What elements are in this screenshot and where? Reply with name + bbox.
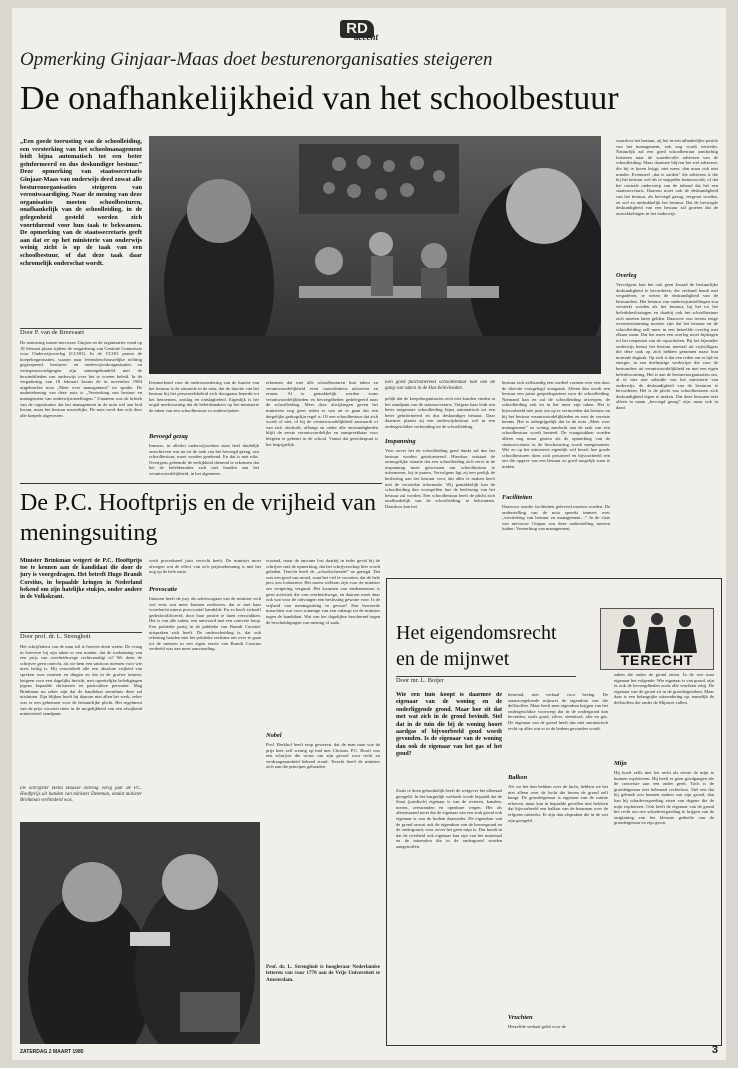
subhead-nobel: Nobel	[266, 732, 282, 739]
headline-3: Het eigendomsrecht en de mijnwet	[396, 622, 557, 670]
award-photo	[20, 822, 260, 1044]
article1-col5b: Daarvoor zonder faciliteiten geleverd moeten worden. De onderstelling van de nota spreekt immers over „versterking van bestuur en management…” In de visie van mevrouw Ginjaar zou deze onderstelling moeten luiden: Versterking van management,	[502, 504, 610, 532]
lead-2: Minister Brinkman weigert de P.C. Hooftprijs toe te kennen aan de kandidaat die door de jury is voorgedragen. Het betreft Hugo Brandt Corstius, in bepaalde kringen in Nederland bekend om zijn hatelijke stukjes, onder andere in de Volkskrant.	[20, 558, 142, 601]
article2-col3b: Prof. Berkhof heeft erop gewezen, dat de man naar wie de prijs heet zelf weinig op had met Christus. P.C. Hooft was een schrijver die trouw om zijn gevoel voor recht en verdraagzaamheid bekend stond. Terecht heeft de minister zich aan die principes gehouden.	[266, 742, 380, 770]
article3-col2: bestemd, niet verbaal voor beslag. De staatstoegekende mijnwet de eigendom van die delfstoffen. Maar heeft men eigendom krijgen van het ondergeschikte voorwerp dat in de ondergrond kan bevinden, zoals goud, zilver, steenkool, olie en gas. De eigenaar van de grond heeft dus niet automatisch recht op alles wat er in de bodem gevonden wordt.	[508, 692, 608, 731]
terecht-logo	[600, 608, 714, 670]
article1-col1: De aanvaring tussen mevrouw Ginjaar en de organisaties vond op 18 februari plaats tijdens de vergadering van Centrale Commissie voor Onderwijsoverleg (CCOO). In de CCOO praten de koepelorganisaties, waarin naar levensbeschouwelijke richting gegroepeerd, besturen- en onderwijsvakorganisaties en vertegenwoordigingen zijn samengebundeld met de bewindslieden van onderwijs over het te voeren beleid. In de vergadering van 18 februari kwam de in november 1984 uitgebrachte nota „Meer over management” ter sprake. De ondertekening van deze nota is „Versterking van bestuur en management van onderwijsinstellingen.” Unaniem was de kritiek van de organisaties dat het management in de nota wel aan bod kwam, maar het bestuur nauwelijks. De nota werd dan ook door alle koepels afgewezen.	[20, 340, 142, 418]
subhead-inspanning: Inspanning	[385, 438, 416, 445]
subhead-overleg: Overleg	[616, 272, 637, 279]
page-number: 3	[711, 1044, 718, 1056]
byline-1: Door P. van de Breevaart	[20, 328, 142, 339]
article1-col2: Kenmerkend voor de onderwaardering van de functie van het bestuur is de zinsnede in de nota, dat de functie van het bestuur bij het personeelsbeleid zich doorgaans beperkt tot het benoemen, ontslag en ontslagbeleid. Eigenlijk is het nogal merkwaardig dat de beleidsmakers op het ministerie de taken van een schoolbestuur zo onderschatten.	[149, 380, 259, 413]
article1-col5: bestuur zich zelfstandig een oordeel vormen over een door de directie voorgelegd vraagstuk. Alleen dan wordt een bestuur een juiste gesprekspartner voor de schoolleiding. Niemand kan en zal de schoolleiding afwerpen; de schoolleiding ook en in het meer zijn taken. Het is bijvoorbeeld niet juist om op te vermoeden dat bestuur nu bij het bestuur verantwoordelijkheden en met de vereiste kennis. Het is onbegrijpelijk dat in de nota „Meer over management” zo weinig aandacht aan de taak van een schoolbestuur wordt besteed. De vraagstukken worden alleen nog maar gezien als de opmerking van de staatssecretaris in de beschouwing wordt meegenomen. Wie zo op het ministerie eigenlijk wel beseft hoe goede schoolbesturen doen zich personeel en bijvoorbeeld een om die opgave van een bestuur zo goed mogelijk waar te maken.	[502, 380, 610, 469]
headline-2: De P.C. Hooftprijs en de vrijheid van meningsuiting	[20, 490, 376, 546]
subhead-faciliteiten: Faciliteiten	[502, 494, 533, 501]
subhead-vruchten: Vruchten	[508, 1014, 533, 1021]
article1-col6: waardoor het bestuur, zij het in een afhankelijke positie van het management, ook nog wordt versterkt. Natuurlijk zal een goed schoolbestuur aandachtig luisteren naar de waardevolle adviezen van de schoolleiding. Maar daarmee blijven het wel adviezen, die bij te horen krijgt, niet meer, dan maar ook niet minder. Eventueel „dat te aarden” die adviezen is die bij het bestuur wel als te stappelen beantwoordt, of dat het centrale onderwerp van de inhoud dat het een staatssecretaris. Daarom moet ook de deskundigheid van het bestuur, als bevoegd gezag, vergroot worden, en wel zo uitdrukkelijk het bestuur. Dat de bevoegde deskundigheid van een bestuur zal groeien dat de ontwikkelingen in het onderwijs.	[616, 138, 718, 216]
lead-3: Wie een huis koopt is daarmee de eigenaar van de woning en de onderliggende grond. Maar hoe zit dat met wat zich in de grond bevindt. Stel dat in de tuin die bij de woning hoort aardgas of bijvoorbeeld goud wordt gevonden. Is de eigenaar van de woning dan ook de eigenaar van het gas of het goud?	[396, 692, 502, 758]
footer-date: ZATERDAG 2 MAART 1985	[20, 1049, 84, 1055]
article2-col2: werk procedureel juist verricht heeft. De minister moet afwegen wat de effect van zo'n prijstoekenning is met het oog op de hele natie.	[149, 558, 261, 575]
article3-col2c: Hetzelfde verhaal geldt voor de	[508, 1024, 566, 1029]
logo-accent: accent	[354, 32, 378, 42]
classroom-photo	[149, 136, 601, 374]
article2-col2b: Intussen heeft de jury als adviesorgaan van de minister zich wel eens wat meer kunnen realiseren, dat er met haar voordracht uiterst provocatief handelde. En zo heeft zichzelf gedeskwalificeerd, door haar positie te laten verzwakken. Het is van alle zaken, een antwoord met een concrete hoop. Een politieke partij in de publieke van Brandt Corstius' uitspraken zich heeft. De onderscheiding is, dat ook rekening houden met het politieke realisme om over te gaan tot de mensen in een eigen eerste van Brandt Corstius verdeeld was aan meer aanvaarding.	[149, 596, 261, 652]
kicker: Opmerking Ginjaar-Maas doet besturenorganisaties steigeren	[20, 49, 493, 70]
classroom-photo-illustration	[149, 136, 601, 374]
masthead-logo	[340, 20, 400, 44]
lead-paragraph: „Een goede toerusting van de schoolleiding, een versterking van het schoolmanagement leidt bijna automatisch tot een beter geïnformeerd en dus deskundiger bestuur.” Deze opmerking van staatssecretaris Ginjaar-Maas van onderwijs deed zowat alle besturenorganisaties steigeren van verontwaardiging. Naar de mening van deze organisaties moeten schoolbesturen, onafhankelijk van de schoolleiding, in de gelegenheid gesteld worden zich voortdurend voor hun taak te bekwamen. De opmerking van de staatssecretaris geeft aan dat er op het ministerie van onderwijs weinig zicht is op de taak van een schoolbestuur, of dat deze taak daar schromelijk onderschat wordt.	[20, 138, 142, 267]
award-photo-illustration	[20, 822, 260, 1044]
article2-col1: Het schrijftalent van de man stil te hoeven doen weten. De vraag in hoeverre hij zijn taken er een manier, dat de toekenning van een prijs van overheidswege rechtvaardigt is? We doen de schrijver geen onrecht, als we hem een satiricus noemen voor wie niets heilig is. Hij veroordeelt alle een absolute vrijheid van spreken over mensen en dingen en dat in de grofste termen, hetgeen voor een dagelijks bericht, met opzettelijke beledigingen jegens bepaalde christenen en particuliere personen. Mag Brinkman nu zeker zijn dat de kandidaat sternthuis deze zal uitsluiten. Zijn blijken hoeft hij daarom niet allen het werk, zeker was er een geheimen voor de bestuurlijke plicht. Het regelment van de prijs voorziet niets in de mogelijkheid van een afwijkend ministerieel standpunt.	[20, 644, 142, 717]
article3-col3b: Hij hoeft zelfs niet het recht als eerste de mijn te kunnen exploiteren. Hij heeft er geen goedgangen die de concessie aan een ander geeft. Toch is de grondeigenaar niet helemaal rechteloos. Stel een dat hij gebruik zou kunnen maken van zijn grond, dan kan hij schadevergoeding eisen van degene die de mijn exploiteert. Ook heeft de eigenaar van de grond het recht om een schadevergoeding te krijgen van de ontginning van het kleinste gedeelte van de grondeigenaar en zijn gezin.	[614, 770, 714, 826]
terecht-label: TERECHT	[620, 652, 694, 668]
subhead-balkon: Balkon	[508, 774, 528, 781]
section-divider	[20, 483, 382, 484]
author2-note: Prof. dr. L. Strenghoit is hoogleraar Nederlandse letteren van voor 1770 aan de Vrije Universiteit te Amsterdam.	[266, 964, 380, 983]
article1-col6b: Vervolgens kan het ook geen kwaad de bestuurlijke deskundigheid te bevorderen, die verband houdt met vergaderen, te weten de deskundigheid van de bestuurders. Het bestuur van onderwijsinstellingen zou versterkt worden als het bestuur, bij het tot het beleidsbeslissingen en daarbij ook het schoolbestuur zich moeten laten gelden. Daarover zou tevens enige overeenstemming moeten zijn dat het bestuur en de schoolleiding zelf meer in een hetzelfde overleg met elkaar staan. Dat het meer een overleg moet bijdragen tot het toepassen van de capaciteiten. Bij het bijzonder onderwijs berust het bestuur meestal uit vrijwilligers die deze taak op zich hebben genomen naast hun normale dagtaak. Op zich is dat een reden om er tijd en energie, in een doelmatige werkwijze die voor de bestuurders uit verantwoordelijkheid en met een eigen beleidsvorming. Het is aan de besturenorganisaties om, al of niet met subsidie van het ministerie van onderwijs, de deskundigheid van de besturen te bevorderen. Het is de plicht van schoolbesturen zich deskundigheid eigen te maken. Dat deze besturen niet alleen in naam „bevoegd gezag” zijn, maar ook in daad.	[616, 282, 718, 411]
article1-col4b: Voor zover het de schoolleiding goed dunkt zal dus het bestuur worden geïnformeerd. Hierdoor ontstaat de onmogelijke situatie dat een schoolleiding zich eerst in de inspanning moet getroosten om schoolbestuur te informeren, bij te praten. Vervolgens ligt zij een prelijk de beslissing aan het bestuur voor, dat alles te maken heeft met de verstrekte informatie. Wij gemakkelijk kan de schoolleiding dan voorspellen hoe de beslissing van het bestuur zal worden. Een schoolbestuur heeft de plicht zich onafhankelijk van de schoolleiding, te bekwamen. Daardoor kan het	[385, 448, 495, 509]
photo1-caption: Een goed functionerend schoolbestuur kan ook de gang van zaken in de klas beïnvloeden.	[385, 380, 495, 392]
logo-rd: RD	[340, 20, 374, 38]
byline-2: Door prof. dr. L. Strenghoit	[20, 632, 142, 643]
article1-col2b: Immers, in allerlei onderwijswetten staat heel duidelijk omschreven wat nu tot de taak van het bevoegd gezag, een schoolbestuur, moet worden gerekend. En dat is niet niks. Overigens gebeurde de eerlijkheid dienend te erkennen dat het de beleidsmaker zich niet houden aan het verantwoordelijkheid, in het algemeen.	[149, 443, 259, 476]
newspaper-page	[12, 8, 726, 1060]
article3-col1: Zoals te doen gebruikelijk heeft de wetgever het allemaal geregeld. In het burgerlijk wetboek wordt bepaald dat de Staat (juridisch) eigenaar is van de rivieren, kanalen, meren, zeestranden en openbare wegen. Het als alleenstaand moet dat de eigenaar van een stuk grond ook eigenaar is van de bodem daaronder. De eigendom van de grond omvat ook de eigendom van de bovengrond en de ondergrond, voor zover het geen mijn is. Dat houdt in dat de overheid ook eigenaar kan zijn van het materiaal en de mineralen die in de ondergrond worden aangetroffen.	[396, 788, 502, 849]
article1-col3: erkennen dat met alle schoolbesturen hun taken en verantwoordelijkheid even consciëntieus uitvoeren en ernaar. Al te gemakkelijk worden soms verantwoordelijkheden en bevoegdheden gedelegeerd naar de schoolleiding. Meer door afwijkingen geven het ministerie nog geen reden er van uit te gaan dat een dergelijke gedragslijn regel is. Of een schoolbestuur dat zich wordt of niet, of bij de verantwoordelijkheid aanvaardt of van zich afschuift, afhangt en onder alle omstandigheden blijft de eerste verantwoordelijke en aanspreekbaar voor hetgeen er gebeurt in de school. Vanuit dat gezichtspunt is het begrijpelijk.	[266, 380, 378, 447]
article1-col4: pelijk dat de koepelorganisaties zich niet konden vinden in het standpunt van de staatssecretaris. Volgens haar leidt een beter toegeruste schoolleiding bijna automatisch tot een beter geïnformeerd en dus deskundiger bestuur. Daar daarmee plaatst zij een onderwijsbestuur wel in een ondergeschikte verhouding tot de schoolleiding.	[385, 396, 495, 429]
article3-col2b: Als we het dan hebben over de lucht, hebben we het niet alleen over de lucht die boven de grond zelf hangt. De grondeigenaar is eigenaar van de ruimte erboven, maar kan in bepaalde gevallen niet beletten dat bijvoorbeeld een balkon van de buurman over de erfgrens uitsteekt. Er zijn dan afspraken die in de wet zijn geregeld.	[508, 784, 608, 823]
headline: De onafhankelijkheid van het schoolbestuur	[20, 80, 619, 117]
article2-col3: vroomd, maar de rancune lost daarbij in ieder geval bij de schrijver met de opmerking, dat het schrijverschap hier wordt geladen. Terecht heeft de „schoolscheerde” ne genegd. Dat was een goed van moed, want het viel te voorzien, dat de hele pers zou losbarsten. Het moest welkom zijn voor de minister om weigering vergund. Het kwamen van mediamensen is geen activiteit die van overheidswege, en daarom moet daar ook wat voor de ontvangen een beslissing gewone voor. Is de vrijheid van meningsuiting in gevaar? Een beweerde misschien wat voor sommige van een onlangs tot de minister tegen de kandidaat. Wat van het dagelijkse beschermd tegen de beschuldigingen van mening of zaak.	[266, 558, 380, 625]
article3-col3: zaken die onder de grond zitten. In de wet staat eigenaar het volgende: Wie eigenaar is van grond, zijn er ook de bevoegdheden zoals alle vruchten erbij. De eigenaar van de grond zit in de grondeigendom. Maar daar is een belangrijke uitzondering op, namelijk de delfstoffen die onder de Mijnwet vallen.	[614, 672, 714, 705]
subhead-provocatie: Provocatie	[149, 586, 178, 593]
subhead-bevoegd-gezag: Bevoegd gezag	[149, 433, 188, 440]
judges-illustration	[601, 609, 713, 653]
byline-3: Door mr. L. Boijer	[396, 676, 576, 687]
photo2-caption: De schrijfster Hella Haasse ontving vorig jaar de P.C. Hooftprijs uit handen van minister Deetman, omdat minister Brinkman verhinderd was.	[20, 786, 142, 804]
subhead-mijn: Mijn	[614, 760, 627, 767]
